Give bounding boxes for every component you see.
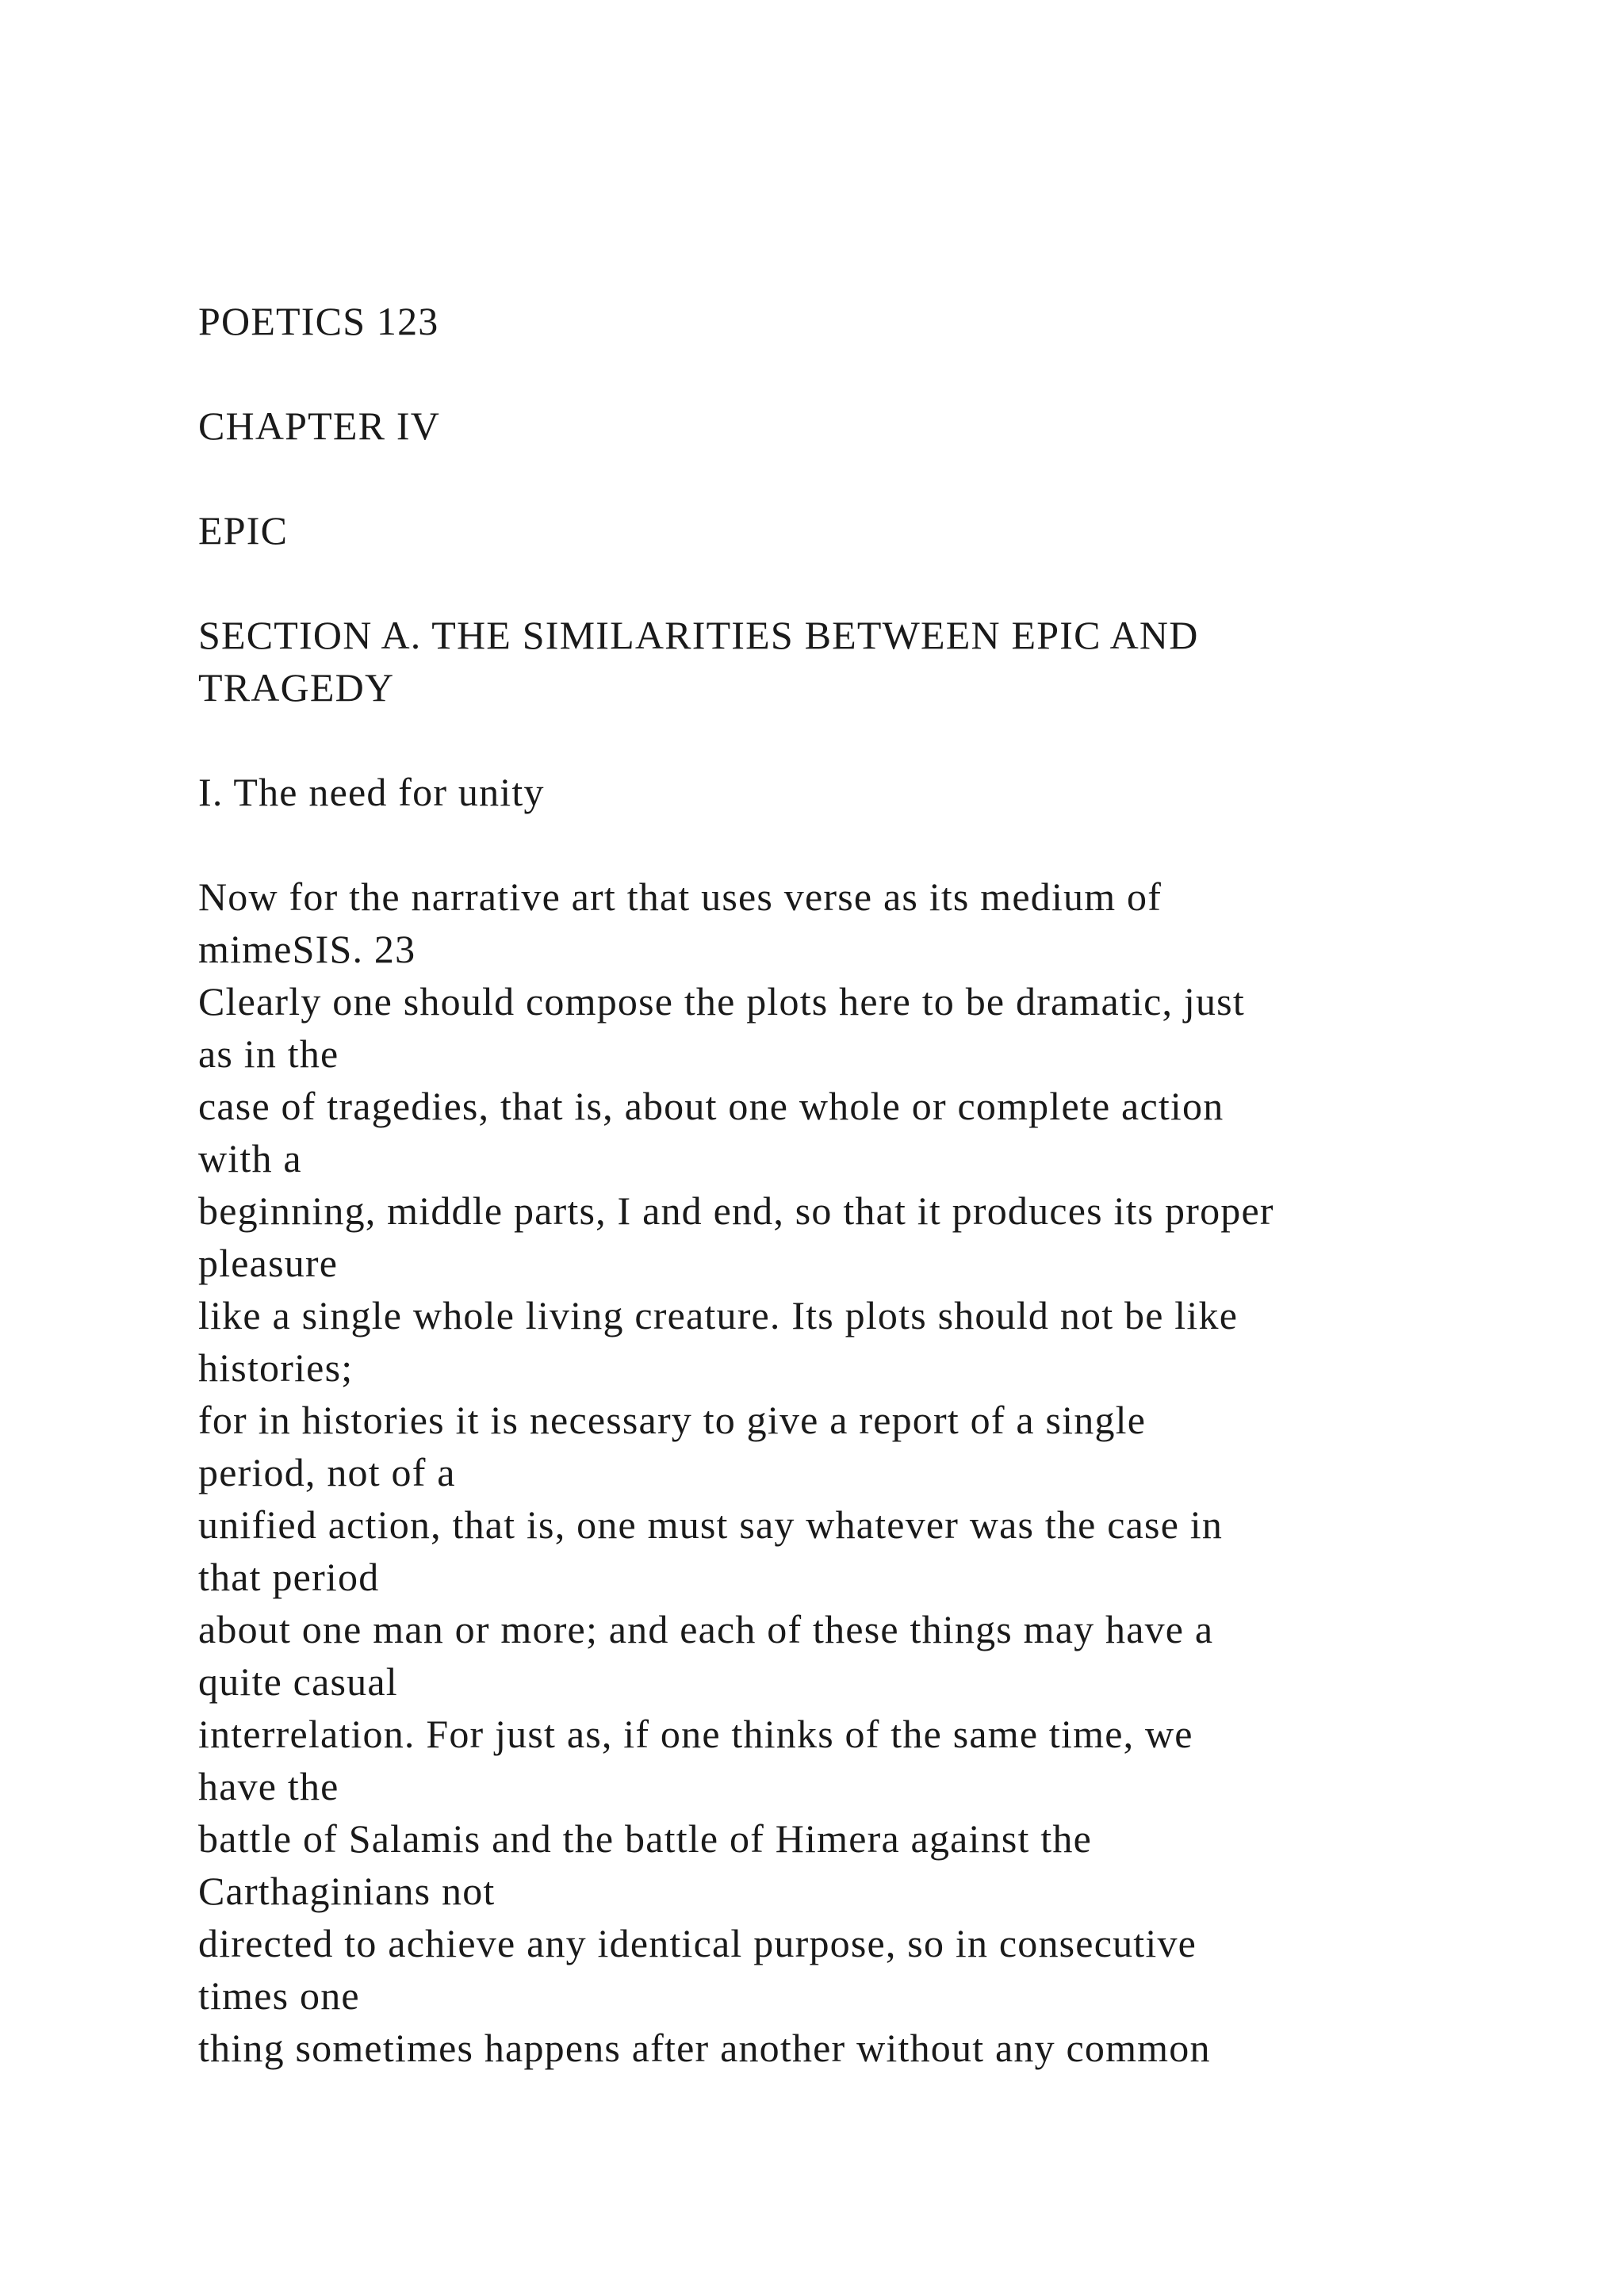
section-heading-line-2: TRAGEDY — [198, 665, 395, 710]
body-line: times one — [198, 1973, 360, 2018]
body-line: directed to achieve any identical purpose, so in consecutive — [198, 1921, 1197, 1965]
body-line: interrelation. For just as, if one thinks of the same time, we — [198, 1712, 1193, 1756]
body-line: unified action, that is, one must say whatever was the case in — [198, 1502, 1224, 1547]
body-text — [198, 871, 1515, 2074]
body-line: period, not of a — [198, 1450, 456, 1494]
body-line: as in the — [198, 1031, 339, 1076]
body-line: battle of Salamis and the battle of Himera against the — [198, 1816, 1092, 1861]
body-line: like a single whole living creature. Its plots should not be like — [198, 1293, 1239, 1337]
spacer — [198, 714, 1515, 766]
spacer — [198, 347, 1515, 400]
body-line: have the — [198, 1764, 339, 1808]
body-line: Clearly one should compose the plots here to be dramatic, just — [198, 979, 1245, 1024]
document-content — [198, 295, 1515, 2074]
body-line: with a — [198, 1136, 302, 1181]
body-line: thing sometimes happens after another without any common — [198, 2026, 1211, 2070]
spacer — [198, 818, 1515, 871]
body-line: that period — [198, 1555, 380, 1599]
spacer — [198, 452, 1515, 504]
body-line: pleasure — [198, 1241, 339, 1285]
body-line: histories; — [198, 1345, 354, 1390]
chapter-heading: CHAPTER IV — [198, 404, 441, 448]
epic-heading: EPIC — [198, 508, 289, 553]
body-line: about one man or more; and each of these things may have a — [198, 1607, 1214, 1651]
body-line: case of tragedies, that is, about one whole or complete action — [198, 1084, 1224, 1128]
body-line: beginning, middle parts, I and end, so that it produces its proper — [198, 1188, 1274, 1233]
body-line: for in histories it is necessary to give a report of a single — [198, 1398, 1147, 1442]
body-line: quite casual — [198, 1659, 398, 1704]
section-heading-line-1: SECTION A. THE SIMILARITIES BETWEEN EPIC AND — [198, 613, 1199, 657]
subheading: I. The need for unity — [198, 770, 545, 814]
body-line: mimeSIS. 23 — [198, 927, 416, 971]
page-heading-poetics: POETICS 123 — [198, 299, 439, 343]
body-line: Carthaginians not — [198, 1869, 496, 1913]
spacer — [198, 557, 1515, 609]
body-line: Now for the narrative art that uses verse as its medium of — [198, 874, 1162, 919]
